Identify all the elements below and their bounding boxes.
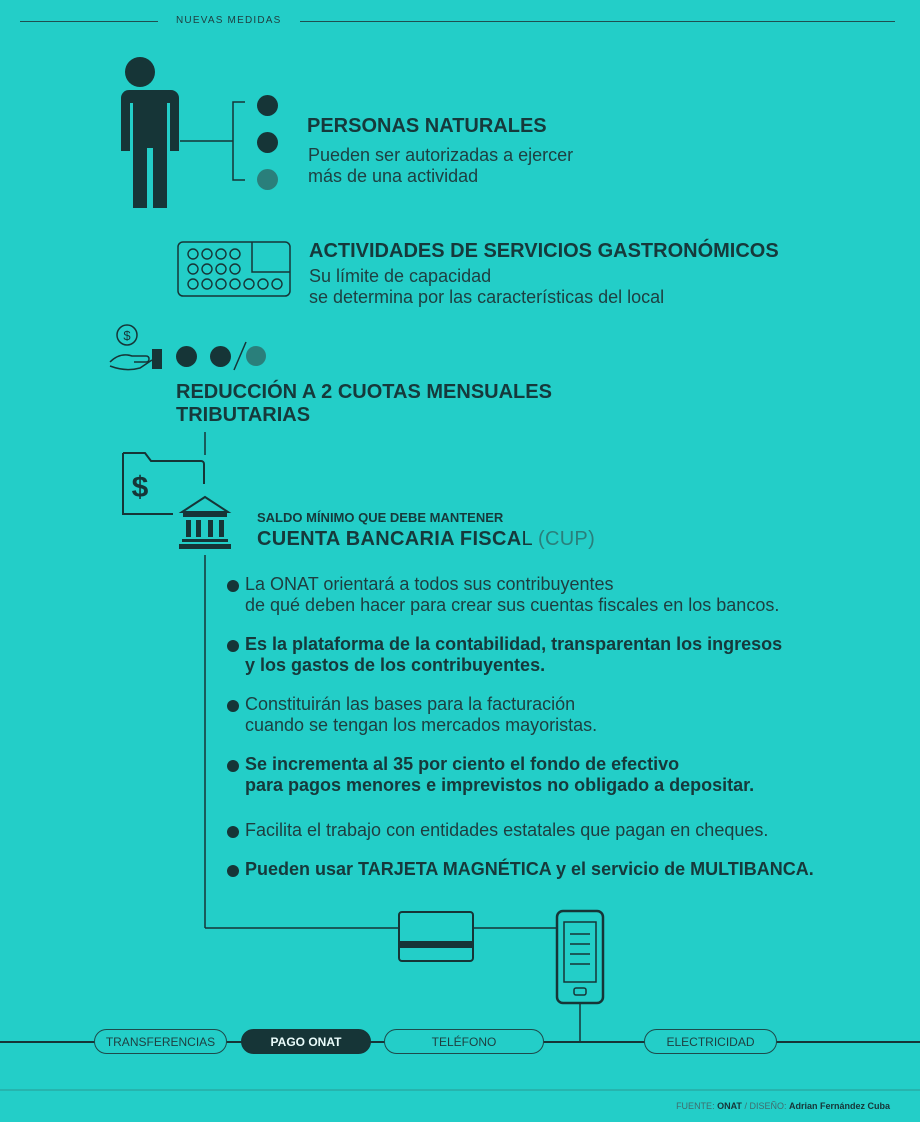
bullet-dot xyxy=(227,700,239,712)
personas-text: Pueden ser autorizadas a ejercer más de una actividad xyxy=(308,145,574,186)
bullet-item-6: Pueden usar TARJETA MAGNÉTICA y el servicio de MULTIBANCA. xyxy=(245,859,814,879)
cuenta-title: CUENTA BANCARIA FISCAL (CUP) xyxy=(257,528,596,550)
pill-electricidad[interactable]: ELECTRICIDAD xyxy=(644,1029,777,1054)
bullet-dot xyxy=(227,580,239,592)
bullet-dot xyxy=(227,640,239,652)
bullet-item-1: La ONAT orientará a todos sus contribuyentes de qué deben hacer para crear sus cuentas fiscales en los bancos. xyxy=(245,574,780,615)
svg-text:$: $ xyxy=(131,471,149,504)
cuotas-title: REDUCCIÓN A 2 CUOTAS MENSUALES TRIBUTARIAS xyxy=(176,381,552,426)
gastronomicos-title: ACTIVIDADES DE SERVICIOS GASTRONÓMICOS xyxy=(309,240,779,262)
bullet-item-2: Es la plataforma de la contabilidad, transparentan los ingresos y los gastos de los contribuyentes. xyxy=(245,634,783,675)
bullet-dot xyxy=(227,865,239,877)
svg-text:$: $ xyxy=(123,328,131,343)
pill-pago-onat[interactable]: PAGO ONAT xyxy=(241,1029,371,1054)
gastronomicos-text: Su límite de capacidad se determina por las características del local xyxy=(309,266,665,307)
cuenta-kicker: SALDO MÍNIMO QUE DEBE MANTENER xyxy=(257,510,504,525)
footer-credits: FUENTE: ONAT / DISEÑO: Adrian Fernández Cuba xyxy=(676,1101,890,1111)
phone-icon xyxy=(554,908,608,1006)
pill-transferencias[interactable]: TRANSFERENCIAS xyxy=(94,1029,227,1054)
card-icon xyxy=(397,910,477,964)
bullet-item-5: Facilita el trabajo con entidades estatales que pagan en cheques. xyxy=(245,820,769,840)
personas-title: PERSONAS NATURALES xyxy=(307,115,547,137)
bank-icon xyxy=(176,494,234,552)
bullet-dot xyxy=(227,760,239,772)
pill-telefono[interactable]: TELÉFONO xyxy=(384,1029,544,1054)
bullet-item-3: Constituirán las bases para la facturación cuando se tengan los mercados mayoristas. xyxy=(245,694,598,735)
bullet-dot xyxy=(227,826,239,838)
header-label: NUEVAS MEDIDAS xyxy=(158,15,300,26)
bullet-item-4: Se incrementa al 35 por ciento el fondo de efectivo para pagos menores e imprevistos no obligado a depositar. xyxy=(245,754,755,795)
